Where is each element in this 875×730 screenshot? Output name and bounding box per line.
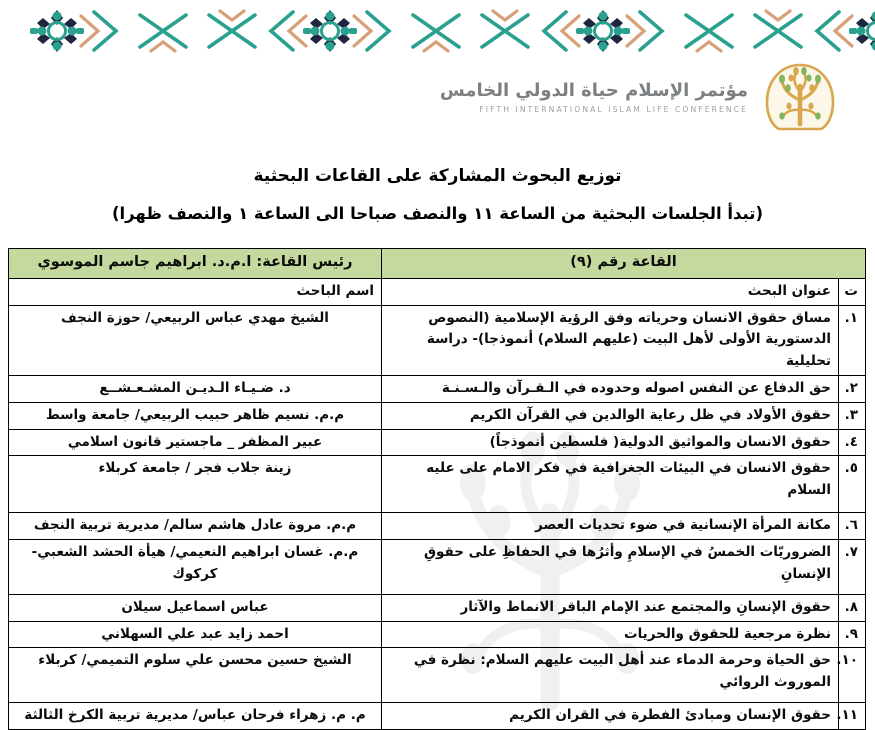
- row-number-cell: ١.: [839, 305, 866, 375]
- conference-emblem-icon: [758, 60, 842, 134]
- research-title-cell: حق الدفاع عن النفس اصوله وحدوده في الـقـرآن والـسـنـة: [382, 375, 839, 402]
- row-number-cell: ٩.: [839, 621, 866, 648]
- row-number-cell: ١٠.: [839, 648, 866, 703]
- row-number-cell: ٢.: [839, 375, 866, 402]
- research-title-cell: مساق حقوق الانسان وحرياته وفق الرؤية الإسلامية (النصوص الدستورية الأولى لأهل البيت (عليهم السلام) أنموذجا)- دراسة تحليلية: [382, 305, 839, 375]
- research-title-cell: الضروريّات الخمسُ في الإسلامِ وأثرُها في الحفاظِ على حقوقِ الإنسانِ: [382, 540, 839, 595]
- row-number-cell: ٨.: [839, 595, 866, 622]
- table-row: [9, 429, 866, 456]
- hall-header-row: [9, 249, 866, 279]
- row-number-cell: ٤.: [839, 429, 866, 456]
- researcher-name-cell: م.م. غسان ابراهيم النعيمي/ هيأة الحشد الشعبي- كركوك: [9, 540, 382, 595]
- researcher-name-cell: عبير المظفر _ ماجستير قانون اسلامي: [9, 429, 382, 456]
- conference-logo: [440, 60, 842, 134]
- column-header-no: ت: [839, 279, 866, 306]
- hall-number-cell: القاعة رقم (٩): [382, 249, 866, 279]
- logo-subtitle-english: FIFTH INTERNATIONAL ISLAM LIFE CONFERENCE: [479, 104, 748, 114]
- border-units: [30, 10, 875, 52]
- row-number-cell: ٧.: [839, 540, 866, 595]
- research-distribution-table: [8, 248, 866, 730]
- page-title: توزيع البحوث المشاركة على القاعات البحثية: [253, 166, 622, 186]
- research-title-cell: مكانة المرأة الإنسانية في ضوء تحديات العصر: [382, 513, 839, 540]
- row-number-cell: ٣.: [839, 402, 866, 429]
- table-row: [9, 703, 866, 730]
- table-row: [9, 621, 866, 648]
- column-header-title: عنوان البحث: [382, 279, 839, 306]
- researcher-name-cell: م.م. نسيم ظاهر حبيب الربيعي/ جامعة واسط: [9, 402, 382, 429]
- table-row: [9, 456, 866, 513]
- table-row: [9, 305, 866, 375]
- column-header-row: [9, 279, 866, 306]
- table-row: [9, 375, 866, 402]
- research-title-cell: حق الحياة وحرمة الدماء عند أهل البيت عليهم السلام: نظرة في الموروث الروائي: [382, 648, 839, 703]
- research-title-cell: حقوق الإنسانِ والمجتمع عند الإمام الباقر الانماط والآثار: [382, 595, 839, 622]
- research-title-cell: حقوق الانسان في البيئات الجغرافية في فكر الامام على عليه السلام: [382, 456, 839, 513]
- decorative-border-pattern: [0, 6, 875, 56]
- page-subtitle: (تبدأ الجلسات البحثية من الساعة ١١ والنصف صباحا الى الساعة ١ والنصف ظهرا): [111, 204, 764, 223]
- research-title-cell: حقوق الأولاد في ظل رعاية الوالدين في القرآن الكريم: [382, 402, 839, 429]
- research-rows: [9, 305, 866, 730]
- column-header-researcher: اسم الباحث: [9, 279, 382, 306]
- researcher-name-cell: عباس اسماعيل سيلان: [9, 595, 382, 622]
- table-row: [9, 402, 866, 429]
- table-row: [9, 595, 866, 622]
- research-title-cell: حقوق الانسان والمواثيق الدولية( فلسطين أنموذجاً): [382, 429, 839, 456]
- researcher-name-cell: م. م. زهراء فرحان عباس/ مديرية تربية الكرخ الثالثة: [9, 703, 382, 730]
- table-row: [9, 513, 866, 540]
- table-row: [9, 648, 866, 703]
- table-row: [9, 540, 866, 595]
- researcher-name-cell: د. ضـيـاء الـديـن المشـعـشــع: [9, 375, 382, 402]
- researcher-name-cell: الشيخ مهدي عباس الربيعي/ حوزة النجف: [9, 305, 382, 375]
- researcher-name-cell: م.م. مروة عادل هاشم سالم/ مديرية تربية النجف: [9, 513, 382, 540]
- row-number-cell: ٦.: [839, 513, 866, 540]
- researcher-name-cell: الشيخ حسين محسن علي سلوم التميمي/ كربلاء: [9, 648, 382, 703]
- row-number-cell: ٥.: [839, 456, 866, 513]
- research-title-cell: نظرة مرجعية للحقوق والحريات: [382, 621, 839, 648]
- research-title-cell: حقوق الإنسان ومبادئ الفطرة في القران الكريم: [382, 703, 839, 730]
- logo-title-arabic: مؤتمر الإسلام حياة الدولي الخامس: [439, 80, 748, 102]
- researcher-name-cell: زينة جلاب فجر / جامعة كربلاء: [9, 456, 382, 513]
- researcher-name-cell: احمد زايد عبد علي السهلاني: [9, 621, 382, 648]
- row-number-cell: ١١.: [839, 703, 866, 730]
- hall-chair-cell: رئيس القاعة: ا.م.د. ابراهيم جاسم الموسوي: [9, 249, 382, 279]
